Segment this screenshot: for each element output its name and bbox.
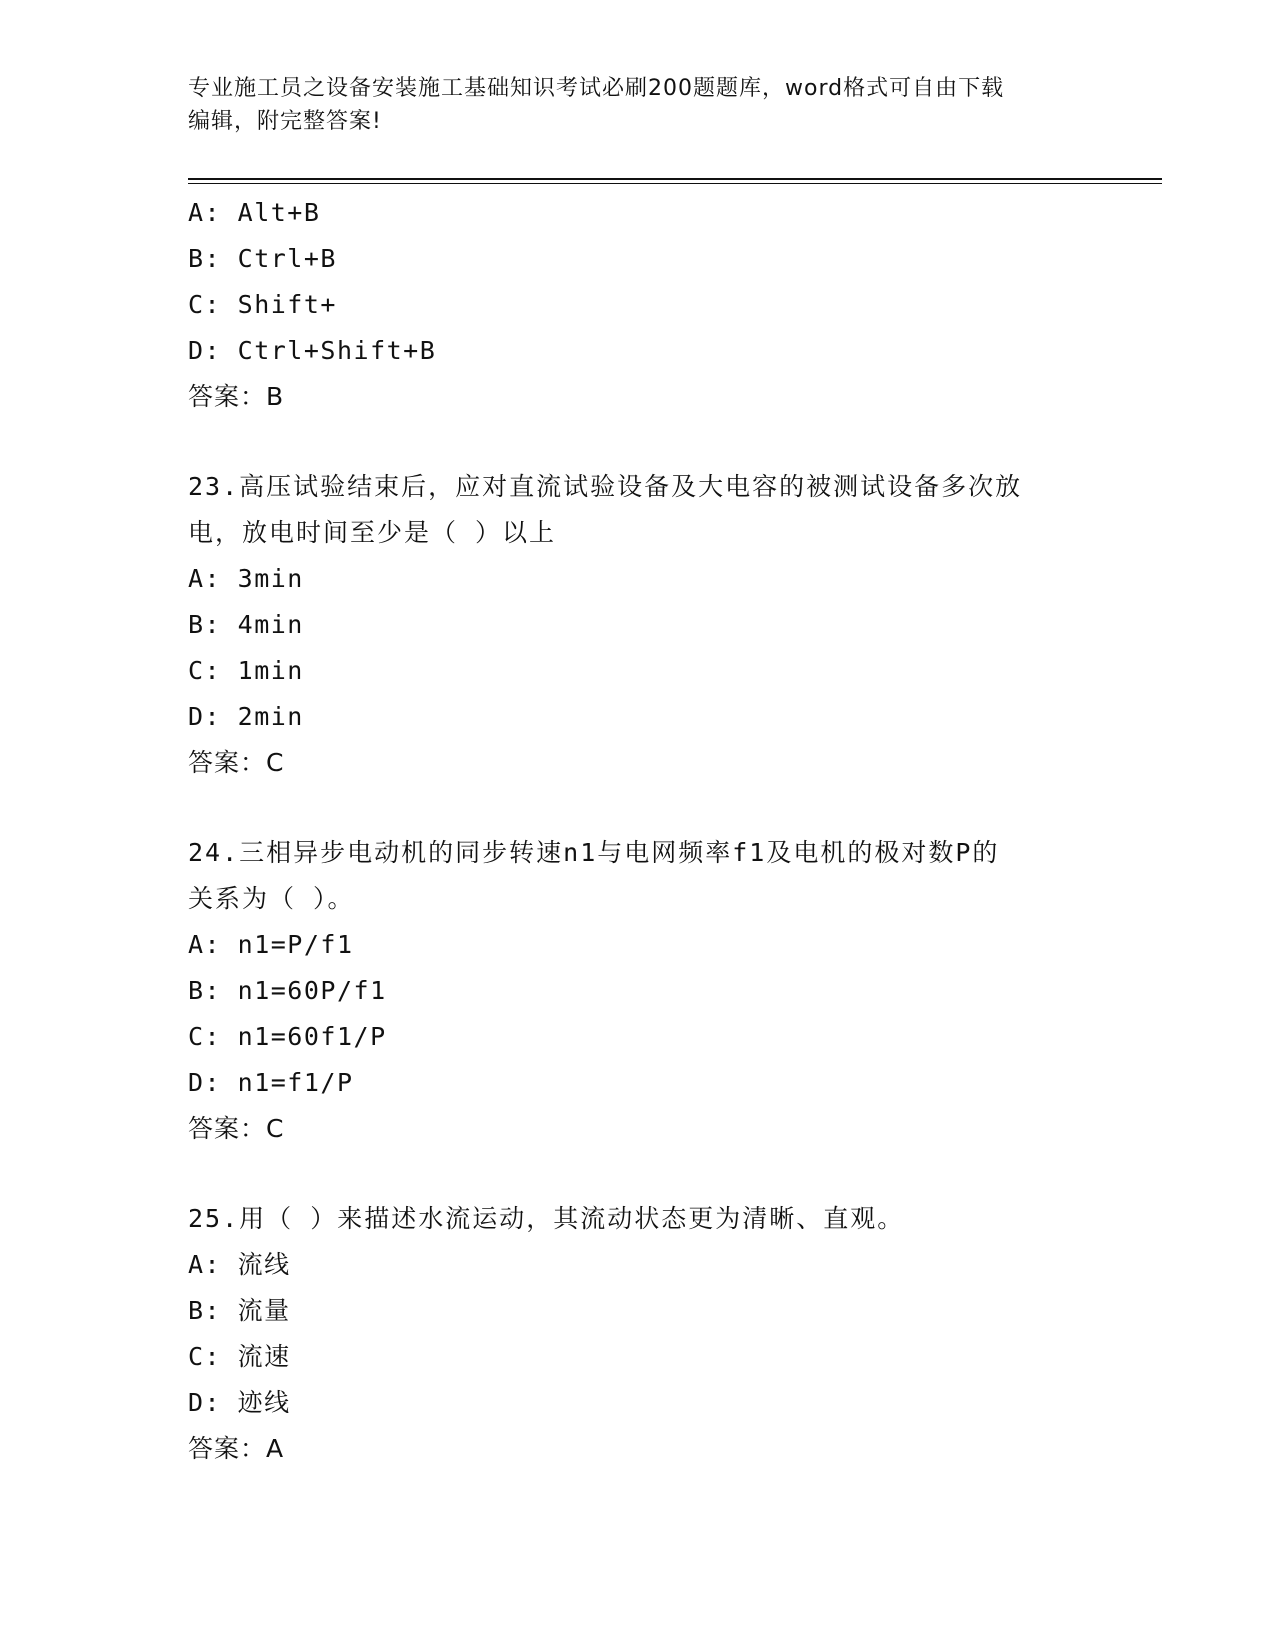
option-d: D: Ctrl+Shift+B [188, 336, 437, 365]
question-spacer [188, 420, 1088, 464]
question-22 [188, 190, 1088, 420]
question-text-line-1: 24.三相异步电动机的同步转速n1与电网频率f1及电机的极对数P的 [188, 838, 1000, 867]
option-a: A: 流线 [188, 1250, 291, 1279]
document-header [188, 72, 1088, 138]
header-divider-thick [188, 178, 1162, 180]
option-c: C: 流速 [188, 1342, 291, 1371]
option-b: B: 4min [188, 610, 304, 639]
option-d: D: 迹线 [188, 1388, 291, 1417]
option-b: B: Ctrl+B [188, 244, 337, 273]
question-list [188, 190, 1088, 1472]
question-text-line-1: 25.用（ ）来描述水流运动，其流动状态更为清晰、直观。 [188, 1204, 905, 1233]
option-c: C: 1min [188, 656, 304, 685]
question-text-line-1: 23.高压试验结束后，应对直流试验设备及大电容的被测试设备多次放 [188, 472, 1023, 501]
option-d: D: n1=f1/P [188, 1068, 354, 1097]
answer-line: 答案：B [188, 382, 285, 411]
option-d: D: 2min [188, 702, 304, 731]
option-b: B: 流量 [188, 1296, 291, 1325]
answer-line: 答案：A [188, 1434, 285, 1463]
question-spacer [188, 786, 1088, 830]
header-line-1: 专业施工员之设备安装施工基础知识考试必刷200题题库，word格式可自由下载 [188, 76, 1005, 101]
option-c: C: Shift+ [188, 290, 337, 319]
header-line-2: 编辑，附完整答案! [188, 109, 382, 134]
question-text-line-2: 关系为（ ）。 [188, 884, 355, 913]
question-spacer [188, 1152, 1088, 1196]
answer-line: 答案：C [188, 748, 285, 777]
question-24 [188, 830, 1088, 1152]
header-divider-thin [188, 183, 1162, 184]
option-a: A: 3min [188, 564, 304, 593]
answer-line: 答案：C [188, 1114, 285, 1143]
option-b: B: n1=60P/f1 [188, 976, 387, 1005]
option-a: A: Alt+B [188, 198, 321, 227]
option-c: C: n1=60f1/P [188, 1022, 387, 1051]
question-25 [188, 1196, 1088, 1472]
option-a: A: n1=P/f1 [188, 930, 354, 959]
question-text-line-2: 电，放电时间至少是（ ）以上 [188, 518, 557, 547]
question-23 [188, 464, 1088, 786]
